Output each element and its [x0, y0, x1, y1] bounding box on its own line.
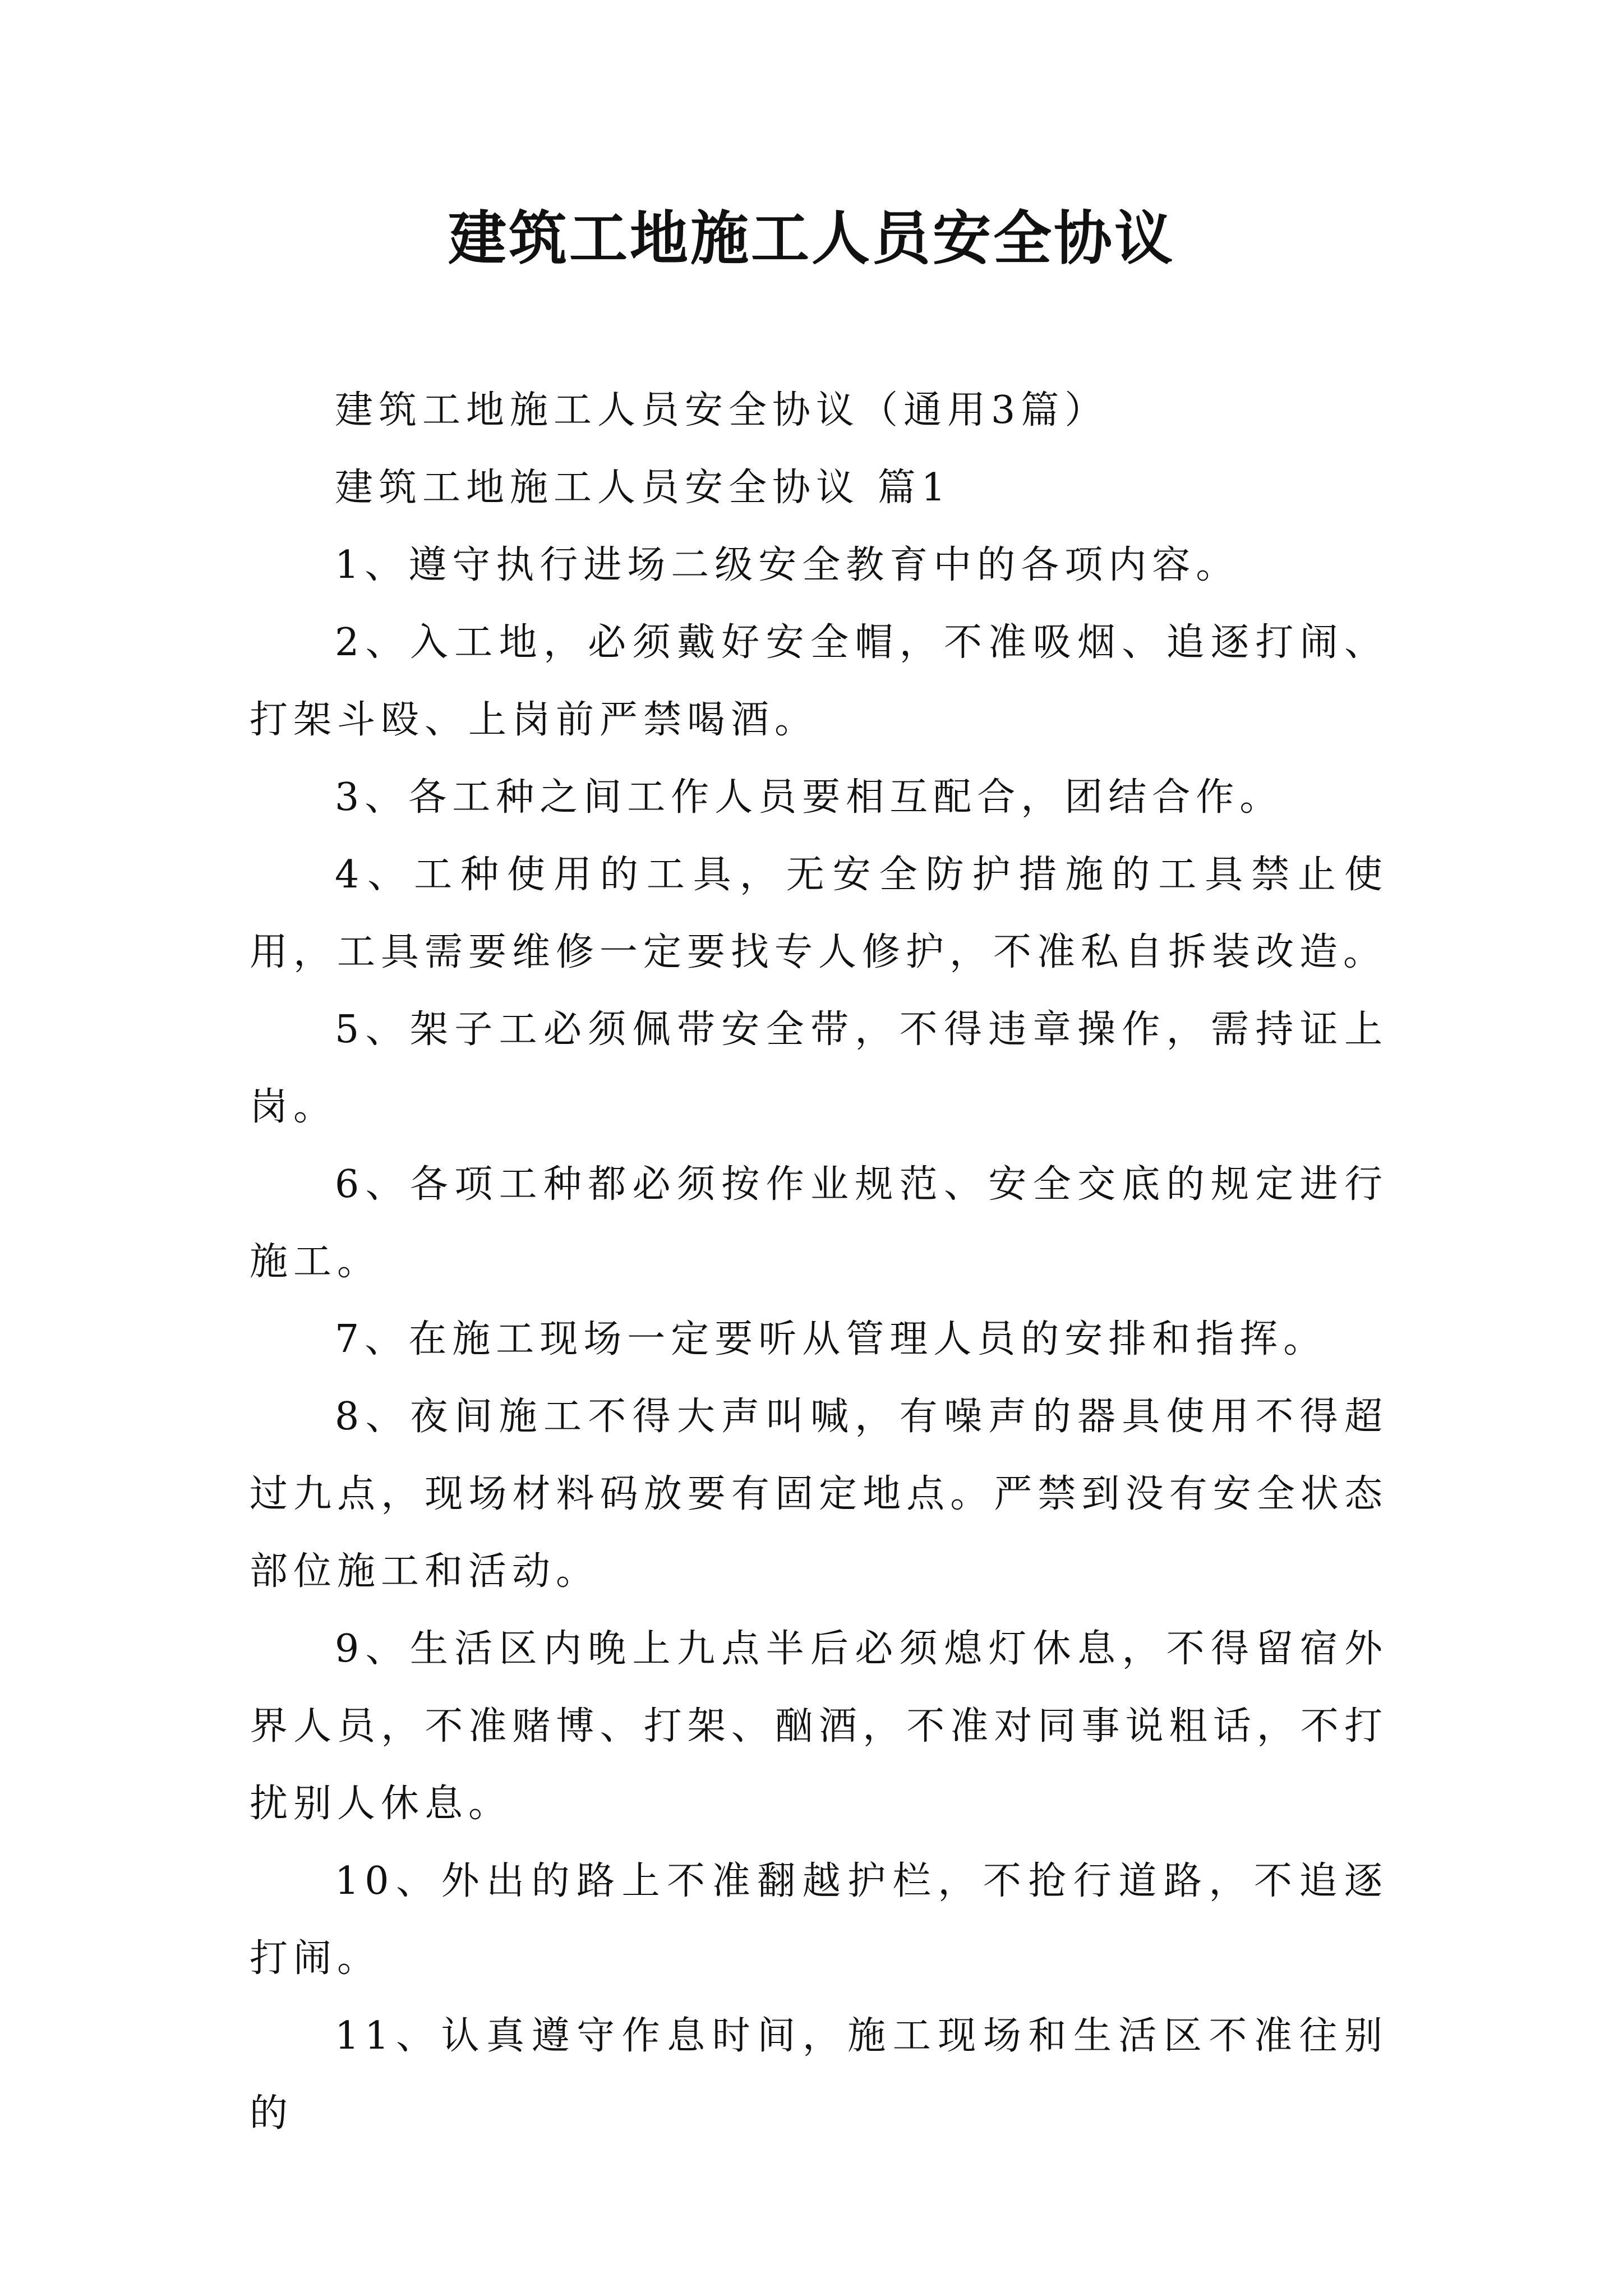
clause-paragraph: 6、各项工种都必须按作业规范、安全交底的规定进行施工。: [250, 1162, 1388, 1284]
document-subtitle: 建筑工地施工人员安全协议（通用3篇）: [335, 388, 1109, 432]
clause-paragraph: 9、生活区内晚上九点半后必须熄灯休息，不得留宿外界人员，不准赌博、打架、酗酒，不准对同事说粗话，不打扰别人休息。: [250, 1627, 1388, 1826]
clause-paragraph: 4、工种使用的工具，无安全防护措施的工具禁止使用，工具需要维修一定要找专人修护，不准私自拆装改造。: [250, 853, 1388, 974]
clause-paragraph: 5、架子工必须佩带安全带，不得违章操作，需持证上岗。: [250, 1007, 1388, 1129]
clause-paragraph: 3、各工种之间工作人员要相互配合，团结合作。: [335, 775, 1284, 820]
document-title: 建筑工地施工人员安全协议: [448, 204, 1175, 273]
clause-paragraph: 7、在施工现场一定要听从管理人员的安排和指挥。: [335, 1317, 1327, 1361]
clause-paragraph: 8、夜间施工不得大声叫喊，有噪声的器具使用不得超过九点，现场材料码放要有固定地点。严禁到没有安全状态部位施工和活动。: [250, 1395, 1388, 1594]
clause-paragraph: 10、外出的路上不准翻越护栏，不抢行道路，不追逐打闹。: [250, 1859, 1388, 1981]
clause-paragraph: 11、认真遵守作息时间，施工现场和生活区不准往别的: [250, 2014, 1388, 2136]
clause-paragraph: 2、入工地，必须戴好安全帽，不准吸烟、追逐打闹、打架斗殴、上岗前严禁喝酒。: [250, 620, 1388, 742]
document-body: [250, 372, 1388, 2152]
section-heading: 建筑工地施工人员安全协议 篇1: [335, 466, 951, 510]
clause-paragraph: 1、遵守执行进场二级安全教育中的各项内容。: [335, 543, 1240, 587]
